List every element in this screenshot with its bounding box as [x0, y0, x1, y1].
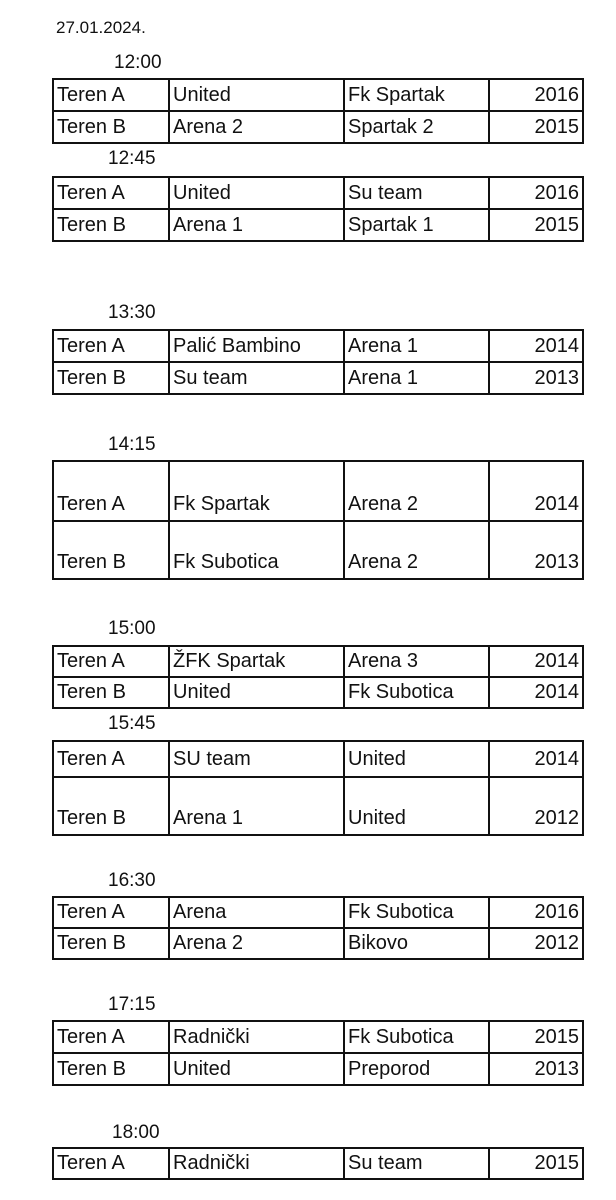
- match-row: [53, 897, 583, 928]
- home-team-cell: United: [169, 177, 344, 209]
- time-label: 15:45: [108, 713, 156, 734]
- away-team-cell: Spartak 1: [344, 209, 489, 241]
- year-cell: 2016: [489, 177, 583, 209]
- field-cell: Teren B: [53, 362, 169, 394]
- away-team-cell: Fk Subotica: [344, 1021, 489, 1053]
- match-table: [52, 740, 584, 836]
- match-row: [53, 461, 583, 521]
- time-label: 18:00: [112, 1122, 160, 1143]
- match-table: [52, 1147, 584, 1180]
- year-cell: 2015: [489, 1021, 583, 1053]
- year-cell: 2015: [489, 209, 583, 241]
- field-cell: Teren A: [53, 79, 169, 111]
- match-row: [53, 928, 583, 959]
- year-cell: 2014: [489, 330, 583, 362]
- match-row: [53, 79, 583, 111]
- year-cell: 2016: [489, 79, 583, 111]
- year-cell: 2014: [489, 646, 583, 677]
- home-team-cell: Arena 2: [169, 111, 344, 143]
- away-team-cell: Preporod: [344, 1053, 489, 1085]
- home-team-cell: United: [169, 79, 344, 111]
- year-cell: 2015: [489, 111, 583, 143]
- match-table: [52, 176, 584, 242]
- home-team-cell: Su team: [169, 362, 344, 394]
- home-team-cell: Arena 2: [169, 928, 344, 959]
- away-team-cell: Su team: [344, 177, 489, 209]
- away-team-cell: Bikovo: [344, 928, 489, 959]
- away-team-cell: Arena 3: [344, 646, 489, 677]
- year-cell: 2013: [489, 362, 583, 394]
- match-table: [52, 460, 584, 580]
- match-table: [52, 329, 584, 395]
- year-cell: 2014: [489, 677, 583, 708]
- time-label: 17:15: [108, 994, 156, 1015]
- match-row: [53, 362, 583, 394]
- match-table: [52, 645, 584, 709]
- field-cell: Teren B: [53, 1053, 169, 1085]
- time-label: 12:00: [114, 52, 162, 73]
- match-row: [53, 1148, 583, 1179]
- away-team-cell: Arena 2: [344, 521, 489, 579]
- field-cell: Teren B: [53, 111, 169, 143]
- time-label: 12:45: [108, 148, 156, 169]
- schedule-date: 27.01.2024.: [56, 18, 146, 37]
- year-cell: 2015: [489, 1148, 583, 1179]
- away-team-cell: Fk Subotica: [344, 897, 489, 928]
- match-row: [53, 646, 583, 677]
- match-row: [53, 177, 583, 209]
- match-table: [52, 78, 584, 144]
- field-cell: Teren A: [53, 177, 169, 209]
- field-cell: Teren A: [53, 897, 169, 928]
- home-team-cell: Palić Bambino: [169, 330, 344, 362]
- home-team-cell: United: [169, 677, 344, 708]
- field-cell: Teren B: [53, 928, 169, 959]
- field-cell: Teren A: [53, 646, 169, 677]
- field-cell: Teren A: [53, 330, 169, 362]
- field-cell: Teren B: [53, 677, 169, 708]
- field-cell: Teren A: [53, 741, 169, 777]
- home-team-cell: Radnički: [169, 1148, 344, 1179]
- match-row: [53, 209, 583, 241]
- match-table: [52, 896, 584, 960]
- home-team-cell: United: [169, 1053, 344, 1085]
- home-team-cell: SU team: [169, 741, 344, 777]
- away-team-cell: United: [344, 741, 489, 777]
- home-team-cell: Arena 1: [169, 777, 344, 835]
- away-team-cell: Arena 2: [344, 461, 489, 521]
- match-row: [53, 741, 583, 777]
- field-cell: Teren A: [53, 1148, 169, 1179]
- away-team-cell: United: [344, 777, 489, 835]
- away-team-cell: Spartak 2: [344, 111, 489, 143]
- time-label: 13:30: [108, 302, 156, 323]
- field-cell: Teren B: [53, 521, 169, 579]
- year-cell: 2013: [489, 1053, 583, 1085]
- year-cell: 2016: [489, 897, 583, 928]
- match-row: [53, 777, 583, 835]
- away-team-cell: Arena 1: [344, 330, 489, 362]
- home-team-cell: Radnički: [169, 1021, 344, 1053]
- home-team-cell: Arena 1: [169, 209, 344, 241]
- match-row: [53, 111, 583, 143]
- year-cell: 2012: [489, 777, 583, 835]
- match-row: [53, 677, 583, 708]
- home-team-cell: ŽFK Spartak: [169, 646, 344, 677]
- year-cell: 2012: [489, 928, 583, 959]
- time-label: 16:30: [108, 870, 156, 891]
- home-team-cell: Fk Spartak: [169, 461, 344, 521]
- time-label: 14:15: [108, 434, 156, 455]
- away-team-cell: Su team: [344, 1148, 489, 1179]
- match-table: [52, 1020, 584, 1086]
- match-row: [53, 1021, 583, 1053]
- year-cell: 2013: [489, 521, 583, 579]
- home-team-cell: Arena: [169, 897, 344, 928]
- away-team-cell: Fk Spartak: [344, 79, 489, 111]
- match-row: [53, 521, 583, 579]
- home-team-cell: Fk Subotica: [169, 521, 344, 579]
- field-cell: Teren B: [53, 777, 169, 835]
- away-team-cell: Fk Subotica: [344, 677, 489, 708]
- year-cell: 2014: [489, 461, 583, 521]
- year-cell: 2014: [489, 741, 583, 777]
- match-row: [53, 330, 583, 362]
- time-label: 15:00: [108, 618, 156, 639]
- away-team-cell: Arena 1: [344, 362, 489, 394]
- field-cell: Teren B: [53, 209, 169, 241]
- match-row: [53, 1053, 583, 1085]
- field-cell: Teren A: [53, 461, 169, 521]
- field-cell: Teren A: [53, 1021, 169, 1053]
